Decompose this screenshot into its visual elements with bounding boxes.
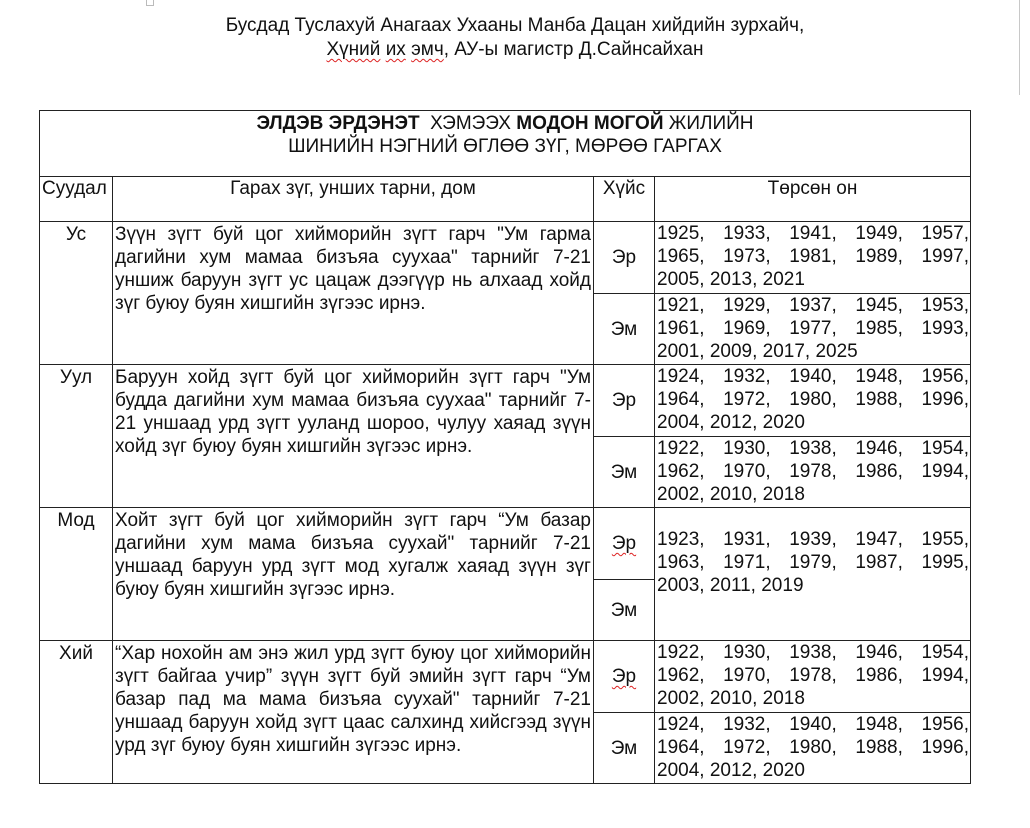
year-value: 1988,	[855, 737, 903, 758]
year-value: 1962,	[657, 665, 705, 686]
table-header-row	[40, 177, 971, 222]
years-cell	[655, 365, 971, 437]
year-value: 1930,	[723, 438, 771, 459]
year-value: 1977,	[789, 318, 837, 339]
year-value: 1970,	[723, 665, 771, 686]
year-value: 1964,	[657, 737, 705, 758]
sex-cell: Эм	[594, 713, 655, 784]
year-value: 1931,	[723, 529, 771, 550]
years-cell	[655, 713, 971, 784]
year-value: 1988,	[855, 389, 903, 410]
year-line	[657, 365, 969, 388]
year-value: 1940,	[789, 366, 837, 387]
action-cell: Хойт зүгт буй цог хийморийн зүгт гарч “Ум базар дагийни хум мама бизъяа суухай" тарнийг 7-21 уншаад баруун урд зүгт мод хугалж хаяад зүүн зүг буюу буян хишгийн зүгээс ирнэ.	[113, 508, 594, 641]
year-value: 1994,	[921, 461, 969, 482]
element-cell: Мод	[40, 508, 113, 641]
years-cell	[655, 641, 971, 713]
year-value: 1981,	[789, 246, 837, 267]
action-cell: Баруун хойд зүгт буй цог хийморийн зүгт гарч "Ум будда дагийни хум мамаа бизъяа суухаа" тарнийг 7-21 уншаад урд зүгт ууланд шороо, чулуу хаяад зүүн хойд зүг буюу буян хишгийн зүгээс ирнэ.	[113, 365, 594, 508]
year-line	[657, 222, 969, 245]
action-cell: “Хар нохойн ам энэ жил урд зүгт буюу цог хийморийн зүгт байгаа учир” зүүн зүгт буй эмийн зүгт гарч “Ум базар пад ма мама бизъяа суухай" тарнийг 7-21 уншаад баруун хойд зүгт цаас салхинд хийсгээд зүүн урд зүг буюу буян хишгийн зүгээс ирнэ.	[113, 641, 594, 784]
year-value: 1924,	[657, 366, 705, 387]
table-title-line-1: ЭЛДЭВ ЭРДЭНЭТ ХЭМЭЭХ МОДОН МОГОЙ ЖИЛИЙН	[256, 113, 754, 134]
page-corner-marker	[146, 0, 154, 6]
year-value: 1996,	[921, 737, 969, 758]
table-row	[40, 365, 971, 437]
year-value: 1970,	[723, 461, 771, 482]
year-value: 1997,	[921, 246, 969, 267]
year-value: 1922,	[657, 438, 705, 459]
year-line: 2004, 2012, 2020	[657, 760, 805, 781]
sex-cell: Эр	[594, 508, 655, 580]
year-line: 2003, 2011, 2019	[657, 575, 804, 596]
sex-cell: Эр	[594, 365, 655, 437]
year-value: 1924,	[657, 714, 705, 735]
year-value: 1961,	[657, 318, 705, 339]
year-value: 1986,	[855, 665, 903, 686]
year-value: 1964,	[657, 389, 705, 410]
table-title	[40, 111, 971, 177]
author-rest: , АУ-ы магистр Д.Сайнсайхан	[443, 39, 704, 60]
table-row	[40, 222, 971, 294]
year-line	[657, 736, 969, 759]
year-value: 1949,	[855, 223, 903, 244]
year-value: 1946,	[855, 642, 903, 663]
year-value: 1972,	[723, 389, 771, 410]
year-value: 1945,	[855, 295, 903, 316]
year-value: 1948,	[855, 714, 903, 735]
year-value: 1987,	[855, 552, 903, 573]
author-line-1: Бусдад Туслахуй Анагаах Ухааны Манба Дацан хийдийн зурхайч,	[225, 15, 805, 36]
year-line	[657, 713, 969, 736]
column-header-action: Гарах зүг, унших тарни, дом	[113, 177, 594, 222]
sex-cell: Эм	[594, 580, 655, 641]
element-cell: Ус	[40, 222, 113, 365]
year-line	[657, 437, 969, 460]
schedule-table	[39, 110, 971, 784]
year-value: 1946,	[855, 438, 903, 459]
year-line	[657, 641, 969, 664]
column-header-sex: Хүйс	[594, 177, 655, 222]
table-title-line-2: ШИНИЙН НЭГНИЙ ӨГЛӨӨ ЗҮГ, МӨРӨӨ ГАРГАХ	[288, 136, 722, 157]
sex-cell: Эр	[594, 641, 655, 713]
year-line	[657, 528, 969, 551]
year-value: 1948,	[855, 366, 903, 387]
years-cell	[655, 222, 971, 294]
year-line	[657, 388, 969, 411]
year-value: 1932,	[723, 714, 771, 735]
year-value: 1938,	[789, 642, 837, 663]
year-line	[657, 245, 969, 268]
year-value: 1925,	[657, 223, 705, 244]
year-value: 1989,	[855, 246, 903, 267]
year-value: 1953,	[921, 295, 969, 316]
year-value: 1994,	[921, 665, 969, 686]
year-value: 1922,	[657, 642, 705, 663]
year-value: 1973,	[723, 246, 771, 267]
author-line-2	[0, 38, 1030, 62]
year-value: 1937,	[789, 295, 837, 316]
author-word-1: Хүний	[326, 39, 381, 60]
year-value: 1993,	[921, 318, 969, 339]
year-value: 1985,	[855, 318, 903, 339]
author-word-2: их	[385, 39, 406, 60]
sex-cell: Эр	[594, 222, 655, 294]
year-value: 1957,	[921, 223, 969, 244]
year-value: 1980,	[789, 389, 837, 410]
year-value: 1954,	[921, 438, 969, 459]
year-value: 1956,	[921, 714, 969, 735]
element-cell: Хий	[40, 641, 113, 784]
year-value: 1980,	[789, 737, 837, 758]
year-line	[657, 460, 969, 483]
year-line: 2001, 2009, 2017, 2025	[657, 341, 858, 362]
year-line: 2005, 2013, 2021	[657, 269, 805, 290]
year-value: 1995,	[921, 552, 969, 573]
year-value: 1939,	[789, 529, 837, 550]
year-value: 1996,	[921, 389, 969, 410]
sex-cell: Эм	[594, 437, 655, 508]
sex-cell: Эм	[594, 294, 655, 365]
year-value: 1963,	[657, 552, 705, 573]
year-value: 1978,	[789, 665, 837, 686]
year-line	[657, 294, 969, 317]
author-word-3: эмч	[411, 39, 444, 60]
year-line	[657, 317, 969, 340]
column-header-element: Суудал	[40, 177, 113, 222]
year-value: 1954,	[921, 642, 969, 663]
year-value: 1986,	[855, 461, 903, 482]
year-value: 1940,	[789, 714, 837, 735]
year-value: 1938,	[789, 438, 837, 459]
year-line: 2002, 2010, 2018	[657, 484, 805, 505]
years-cell	[655, 437, 971, 508]
year-value: 1965,	[657, 246, 705, 267]
year-line	[657, 664, 969, 687]
year-value: 1978,	[789, 461, 837, 482]
year-value: 1971,	[723, 552, 771, 573]
table-row	[40, 508, 971, 580]
years-cell	[655, 294, 971, 365]
element-cell: Уул	[40, 365, 113, 508]
year-line: 2002, 2010, 2018	[657, 688, 805, 709]
year-line: 2004, 2012, 2020	[657, 412, 805, 433]
year-value: 1962,	[657, 461, 705, 482]
year-value: 1955,	[921, 529, 969, 550]
year-value: 1921,	[657, 295, 705, 316]
year-value: 1930,	[723, 642, 771, 663]
table-row	[40, 641, 971, 713]
year-value: 1956,	[921, 366, 969, 387]
year-value: 1923,	[657, 529, 705, 550]
column-header-years: Төрсөн он	[655, 177, 971, 222]
year-line	[657, 551, 969, 574]
year-value: 1969,	[723, 318, 771, 339]
year-value: 1979,	[789, 552, 837, 573]
year-value: 1947,	[855, 529, 903, 550]
year-value: 1932,	[723, 366, 771, 387]
year-value: 1929,	[723, 295, 771, 316]
action-cell: Зүүн зүгт буй цог хийморийн зүгт гарч "Ум гарма дагийни хум мамаа бизъяа суухаа" тарнийг 7-21 уншиж баруун зүгт ус цацаж дээгүүр нь алхаад хойд зүг буюу буян хишгийн зүгээс ирнэ.	[113, 222, 594, 365]
year-value: 1972,	[723, 737, 771, 758]
years-cell	[655, 508, 971, 641]
year-value: 1933,	[723, 223, 771, 244]
year-value: 1941,	[789, 223, 837, 244]
